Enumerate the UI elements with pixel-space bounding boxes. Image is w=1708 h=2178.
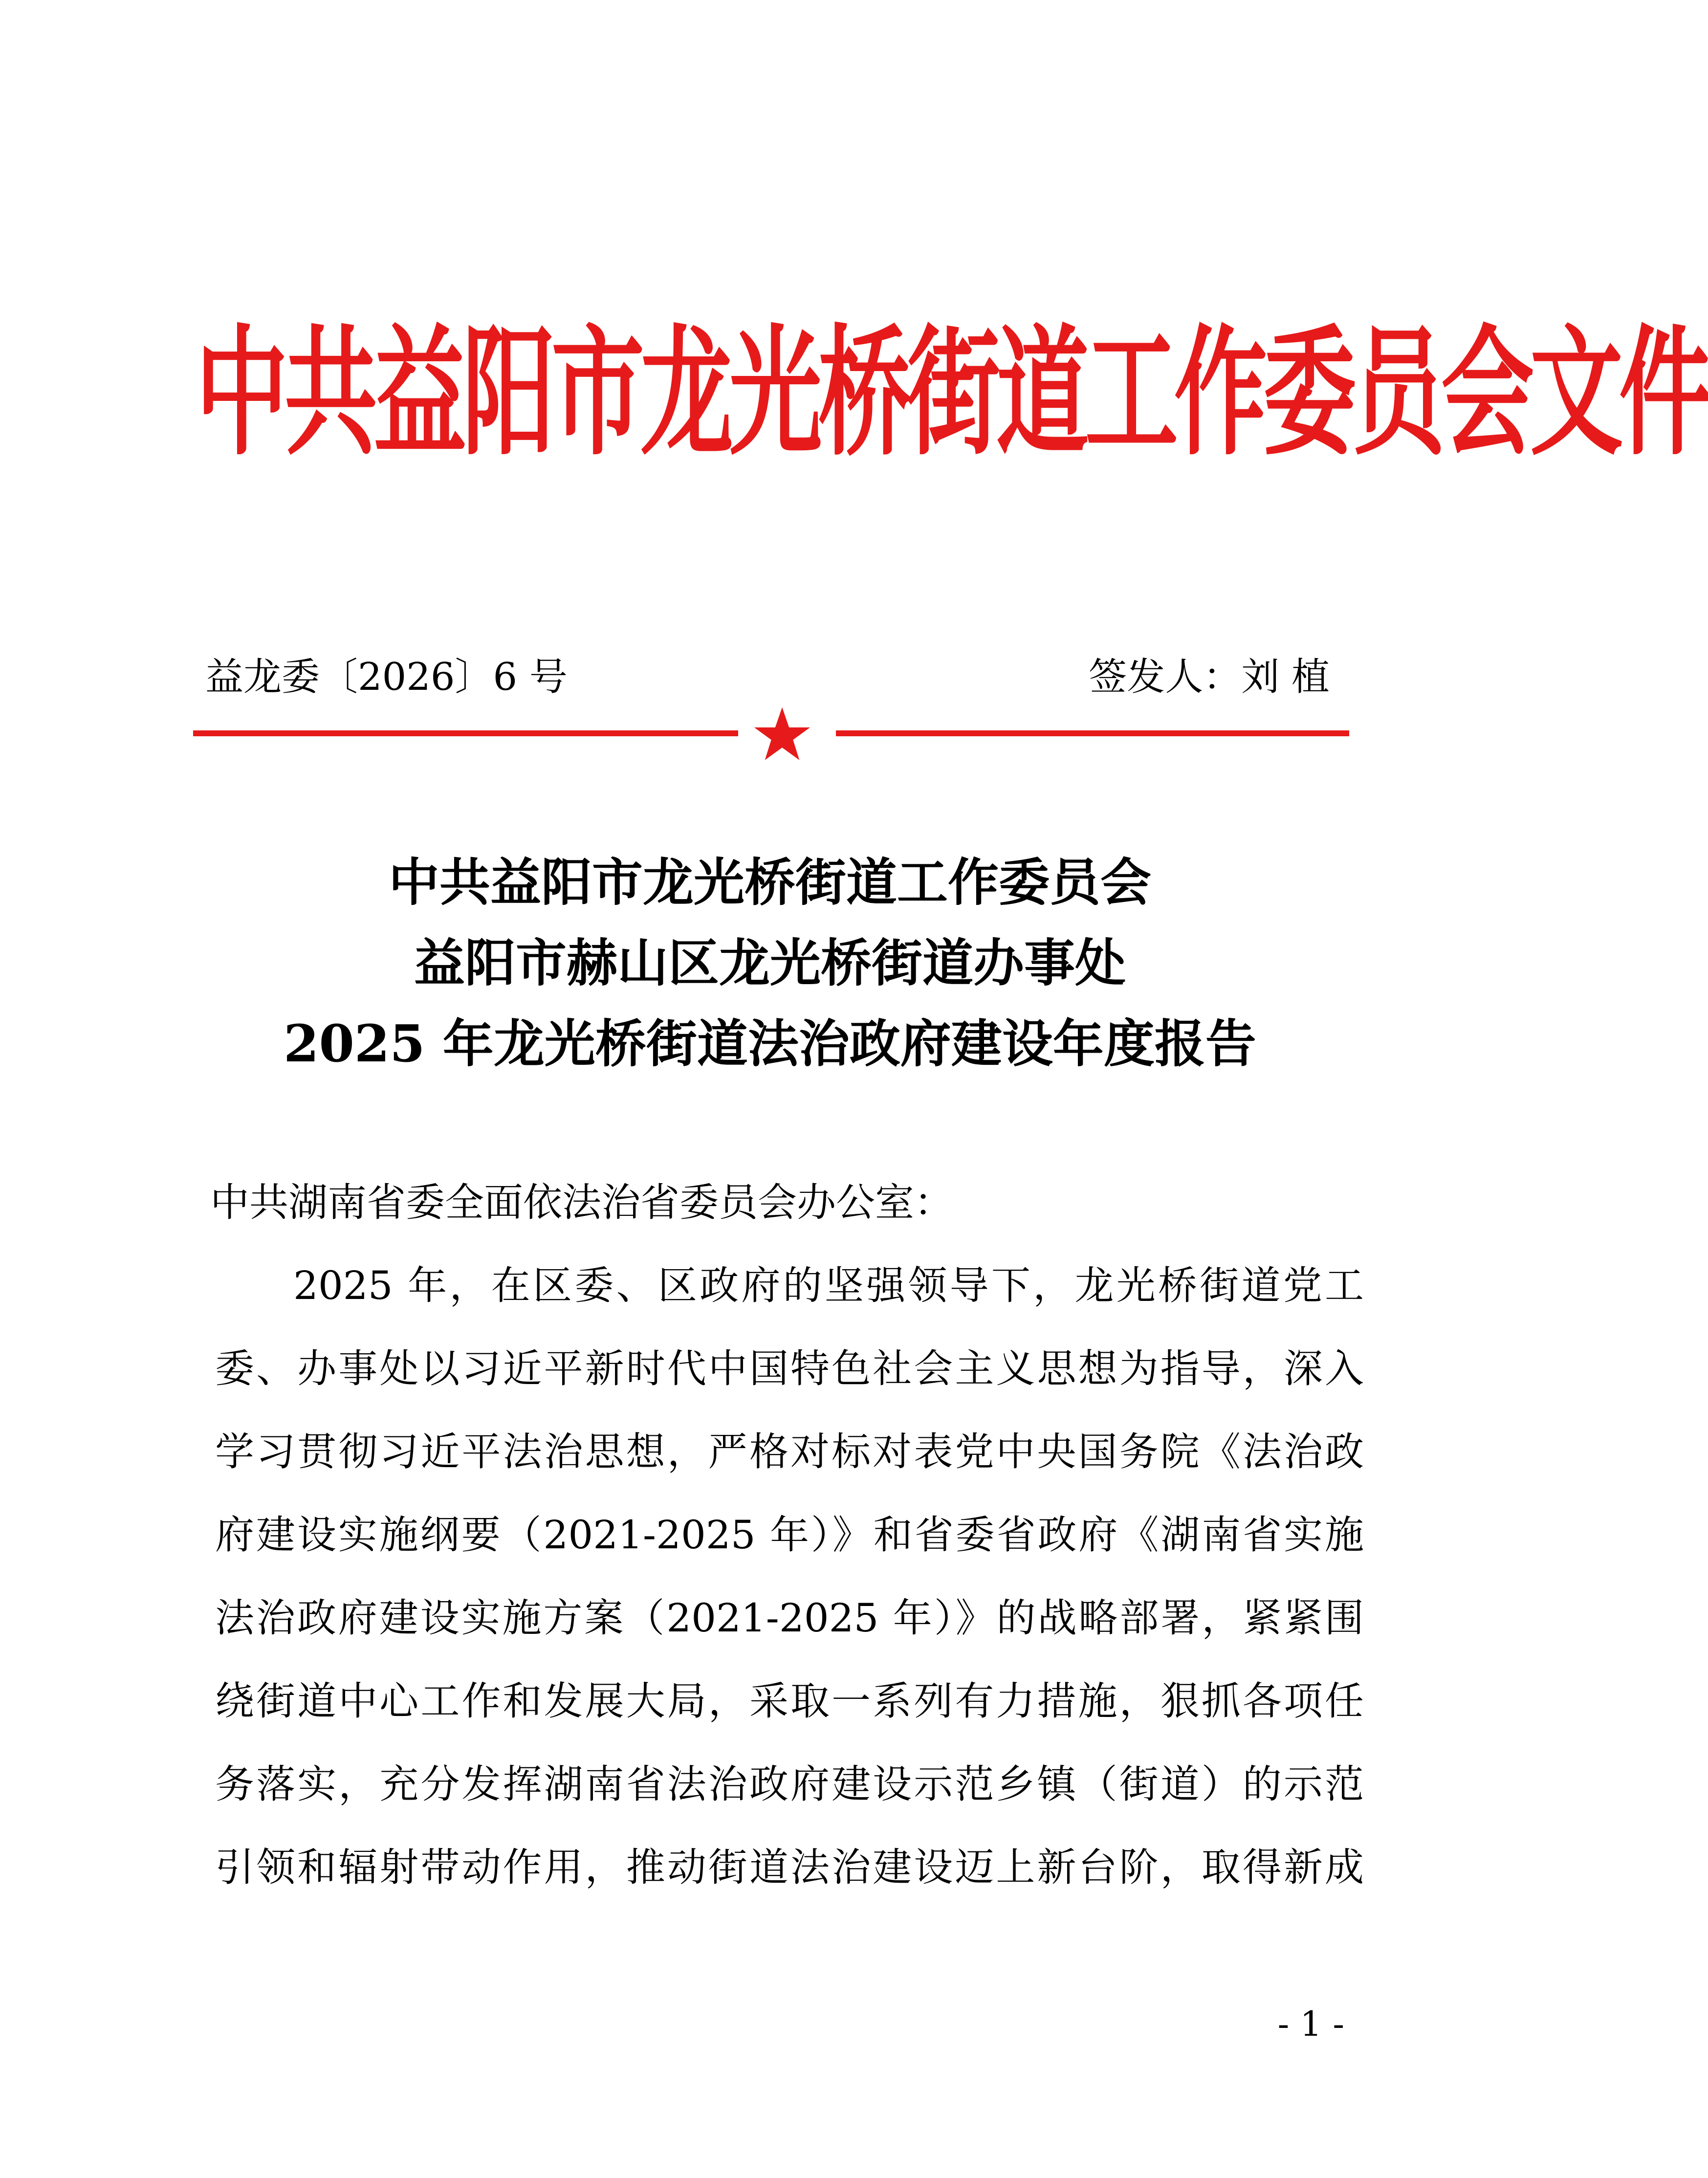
body-paragraph-line: 委、办事处以习近平新时代中国特色社会主义思想为指导，深入 [215, 1346, 1364, 1391]
title-line-2: 益阳市赫山区龙光桥街道办事处 [414, 933, 1126, 993]
body-paragraph-line: 府建设实施纲要（2021-2025 年）》和省委省政府《湖南省实施 [215, 1512, 1364, 1558]
body-paragraph-line: 法治政府建设实施方案（2021-2025 年）》的战略部署，紧紧围 [215, 1595, 1364, 1641]
red-divider-right [836, 730, 1349, 736]
title-line-1: 中共益阳市龙光桥街道工作委员会 [388, 852, 1151, 912]
body-paragraph-line: 学习贯彻习近平法治思想，严格对标对表党中央国务院《法治政 [215, 1429, 1364, 1474]
addressee: 中共湖南省委全面依法治省委员会办公室： [210, 1180, 953, 1225]
body-paragraph-line: 绕街道中心工作和发展大局，采取一系列有力措施，狠抓各项任 [215, 1678, 1364, 1724]
body-paragraph-line: 引领和辐射带动作用，推动街道法治建设迈上新台阶，取得新成 [215, 1845, 1364, 1890]
page-number: - 1 - [1277, 2004, 1344, 2044]
red-divider-left [193, 730, 738, 736]
body-paragraph-line: 2025 年，在区委、区政府的坚强领导下，龙光桥街道党工 [293, 1263, 1364, 1308]
title-line-3: 2025 年龙光桥街道法治政府建设年度报告 [284, 1013, 1256, 1074]
document-masthead: 中共益阳市龙光桥街道工作委员会文件 [196, 312, 1708, 474]
body-paragraph-line: 务落实，充分发挥湖南省法治政府建设示范乡镇（街道）的示范 [215, 1761, 1364, 1807]
red-star-icon [753, 705, 811, 764]
document-number: 益龙委〔2026〕6 号 [205, 655, 568, 699]
signer: 签发人：刘 植 [1089, 655, 1330, 699]
